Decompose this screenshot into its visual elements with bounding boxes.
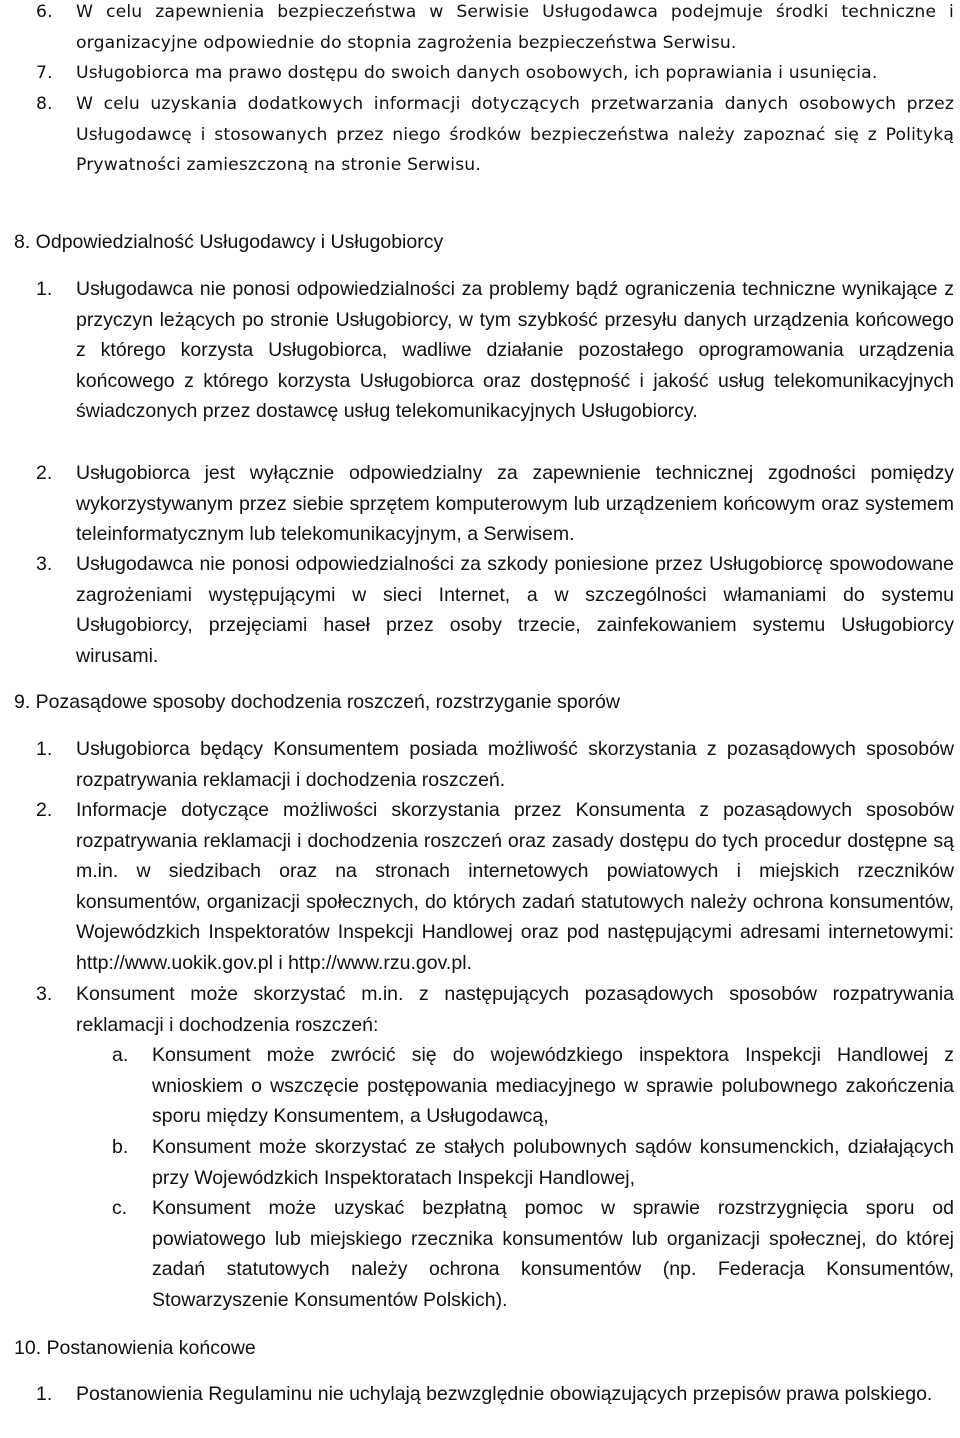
- sub-list-item: [112, 1040, 954, 1132]
- item-text: Usługobiorca będący Konsumentem posiada możliwość skorzystania z pozasądowych sposobów rozpatrywania reklamacji i dochodzenia roszczeń.: [76, 738, 954, 791]
- item-number: 6.: [36, 2, 53, 22]
- item-text: Konsument może zwrócić się do wojewódzkiego inspektora Inspekcji Handlowej z wnioskiem o wszczęcie postępowania mediacyjnego w sprawie polubownego zakończenia sporu między Konsumentem, a Usługodawcą,: [152, 1044, 954, 1128]
- list-item: [36, 979, 954, 1040]
- item-number: 1.: [36, 738, 53, 760]
- section-heading: 8. Odpowiedzialność Usługodawcy i Usługobiorcy: [14, 231, 444, 253]
- list-item: [36, 795, 954, 979]
- item-letter: c.: [112, 1197, 128, 1219]
- item-text: Informacje dotyczące możliwości skorzystania przez Konsumenta z pozasądowych sposobów rozpatrywania reklamacji i dochodzenia roszczeń oraz zasady dostępu do tych procedur dostępne są m.in. w siedzibach oraz na stronach internetowych powiatowych i miejskich rzeczników konsumentów, organizacji społecznych, do których zadań statutowych należy ochrona konsumentów, Wojewódzkich Inspektoratów Inspekcji Handlowej oraz pod następującymi adresami internetowymi: http://www.uokik.gov.pl i http://www.rzu.gov.pl.: [76, 799, 954, 974]
- item-number: 7.: [36, 63, 53, 83]
- sub-list-item: [112, 1193, 954, 1315]
- item-text: W celu zapewnienia bezpieczeństwa w Serwisie Usługodawca podejmuje środki techniczne i organizacyjne odpowiednie do stopnia zagrożenia bezpieczeństwa Serwisu.: [76, 2, 954, 53]
- list-item: [36, 1379, 954, 1410]
- item-number: 2.: [36, 462, 53, 484]
- item-text: Usługobiorca jest wyłącznie odpowiedzialny za zapewnienie technicznej zgodności pomiędzy wykorzystywanym przez siebie sprzętem komputerowym lub urządzeniem końcowym oraz systemem teleinformatycznym lub telekomunikacyjnym, a Serwisem.: [76, 462, 954, 546]
- item-text: Usługodawca nie ponosi odpowiedzialności za problemy bądź ograniczenia techniczne wynikające z przyczyn leżących po stronie Usługobiorcy, w tym szybkość przesyłu danych urządzenia końcowego z którego korzysta Usługobiorca, wadliwe działanie pozostałego oprogramowania urządzenia końcowego z którego korzysta Usługobiorca oraz dostępność i jakość usług telekomunikacyjnych świadczonych przez dostawcę usług telekomunikacyjnych Usługobiorcy.: [76, 278, 954, 423]
- item-text: W celu uzyskania dodatkowych informacji dotyczących przetwarzania danych osobowych przez Usługodawcę i stosowanych przez niego środków bezpieczeństwa należy zapoznać się z Polityką Prywatności zamieszczoną na stronie Serwisu.: [76, 94, 954, 176]
- item-number: 1.: [36, 278, 53, 300]
- item-text: Konsument może skorzystać ze stałych polubownych sądów konsumenckich, działających przy Wojewódzkich Inspektoratach Inspekcji Handlowej,: [152, 1136, 954, 1189]
- item-number: 3.: [36, 553, 53, 575]
- item-number: 3.: [36, 983, 53, 1005]
- list-item: [36, 458, 954, 550]
- item-letter: a.: [112, 1044, 129, 1066]
- section-heading: 9. Pozasądowe sposoby dochodzenia roszczeń, rozstrzyganie sporów: [14, 691, 620, 713]
- item-text: Postanowienia Regulaminu nie uchylają bezwzględnie obowiązujących przepisów prawa polskiego.: [76, 1383, 933, 1405]
- item-text: Usługobiorca ma prawo dostępu do swoich danych osobowych, ich poprawiania i usunięcia.: [76, 63, 878, 83]
- sub-list-item: [112, 1132, 954, 1193]
- list-item: [36, 0, 954, 58]
- item-text: Usługodawca nie ponosi odpowiedzialności za szkody poniesione przez Usługobiorcę spowodowane zagrożeniami występującymi w sieci Internet, a w szczególności włamaniami do systemu Usługobiorcy, przejęciami haseł przez osoby trzecie, zainfekowaniem systemu Usługobiorcy wirusami.: [76, 553, 954, 667]
- item-text: Konsument może uzyskać bezpłatną pomoc w sprawie rozstrzygnięcia sporu od powiatowego lub miejskiego rzecznika konsumentów lub organizacji społecznej, do której zadań statutowych należy ochrona konsumentów (np. Federacja Konsumentów, Stowarzyszenie Konsumentów Polskich).: [152, 1197, 954, 1311]
- item-number: 2.: [36, 799, 53, 821]
- list-item: [36, 58, 954, 89]
- list-item: [36, 734, 954, 795]
- item-number: 1.: [36, 1383, 53, 1405]
- section-heading: 10. Postanowienia końcowe: [14, 1337, 256, 1359]
- list-item: [36, 274, 954, 427]
- item-number: 8.: [36, 94, 53, 114]
- list-item: [36, 549, 954, 671]
- list-item: [36, 89, 954, 181]
- item-text: Konsument może skorzystać m.in. z następujących pozasądowych sposobów rozpatrywania reklamacji i dochodzenia roszczeń:: [76, 983, 954, 1036]
- item-letter: b.: [112, 1136, 129, 1158]
